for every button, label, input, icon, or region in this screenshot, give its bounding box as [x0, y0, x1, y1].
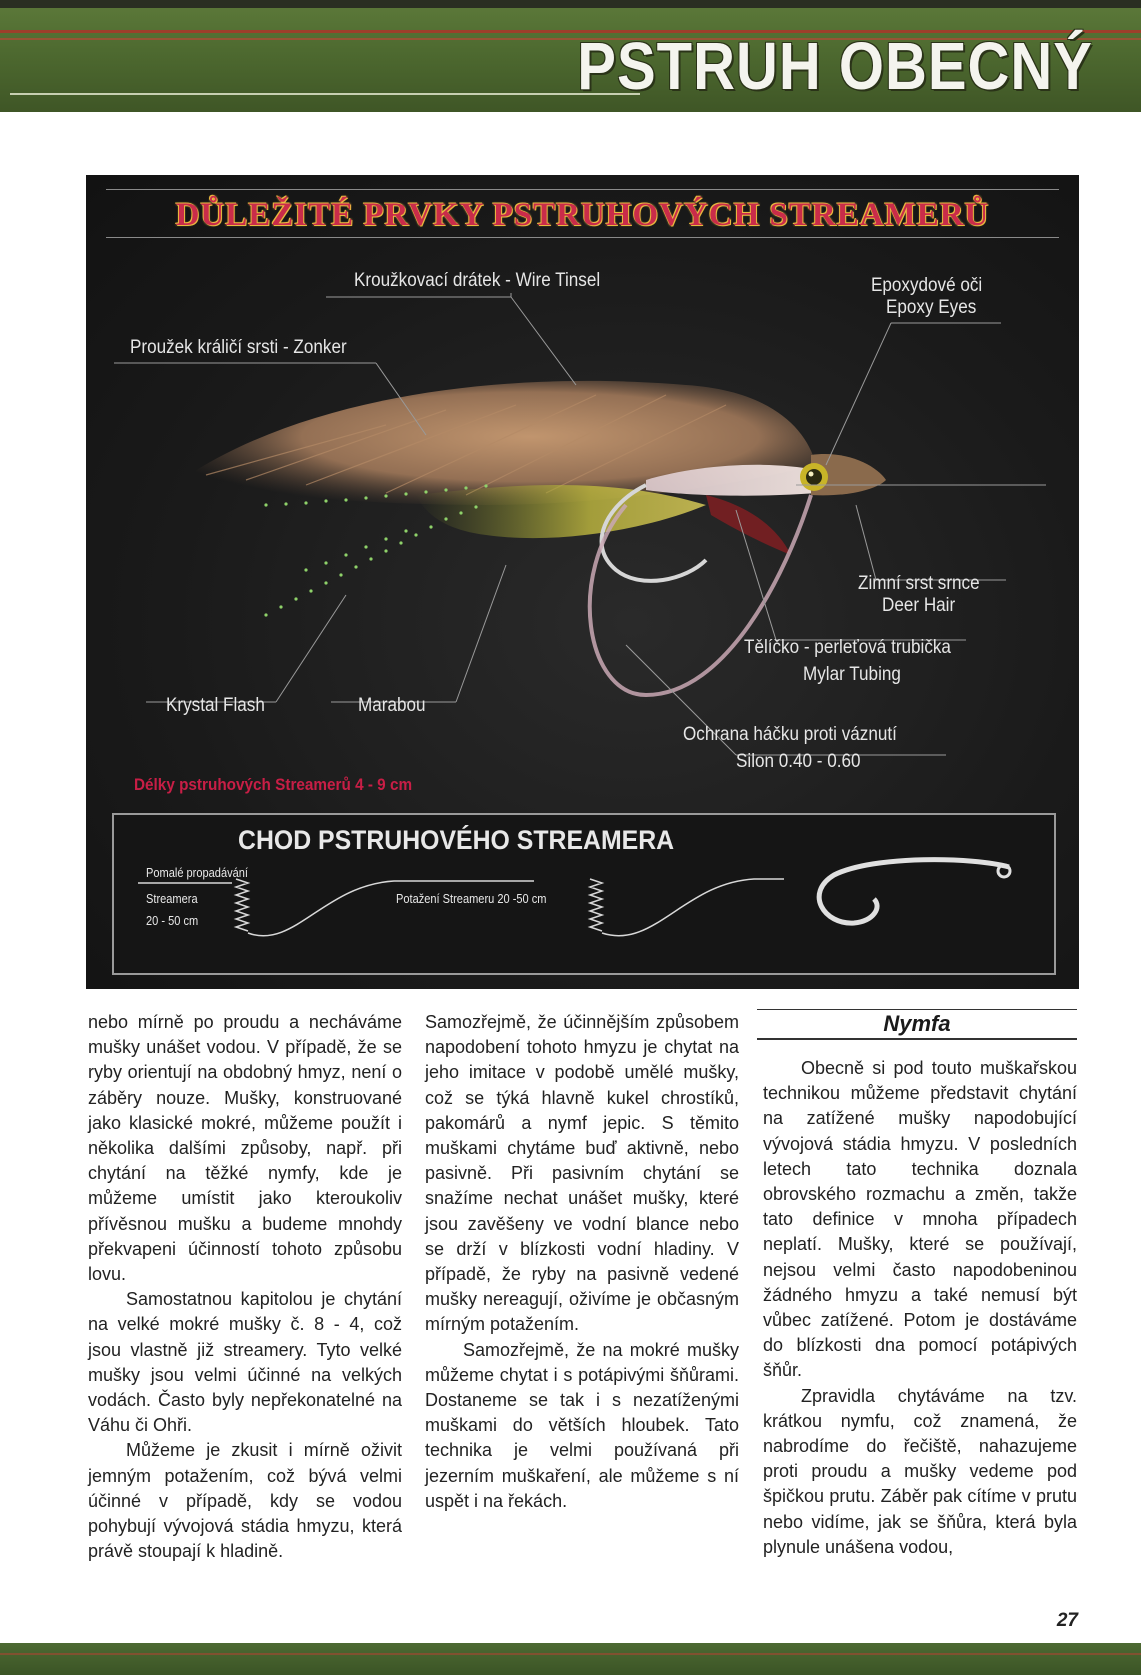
label-weed-guard-cz: Ochrana háčku proti váznutí [683, 724, 897, 745]
label-zonker: Proužek králičí srsti - Zonker [130, 337, 347, 358]
section-heading: Nymfa [883, 1011, 951, 1036]
label-epoxy-eyes-en: Epoxy Eyes [886, 297, 977, 318]
slow-sink-label-2: Streamera [146, 891, 198, 906]
label-wire-tinsel: Kroužkovací drátek - Wire Tinsel [354, 270, 601, 291]
paragraph: Zpravidla chytáváme na tzv. krátkou nymfu, což znamená, že nabrodíme do řečiště, nahazujeme proti proudu a mušky vedeme pod špičkou prutu. Záběr pak cítíme v prutu nebo vidíme, jak se šňůra, která byla plynule unášena vodou, [763, 1385, 1077, 1557]
paragraph: Samostatnou kapitolou je chytání na velké mokré mušky č. 8 - 4, což jsou vlastně již streamery. Tyto velké mušky jsou velmi účinné na velkých vodách. Často byly nepřekonatelné na Váhu či Ohři. [88, 1289, 402, 1436]
text-column-1 [88, 1010, 402, 1564]
label-deer-hair-en: Deer Hair [882, 595, 956, 616]
paragraph: Můžeme je zkusit i mírně oživit jemným potažením, což bývá velmi účinné v případě, kdy se vodou pohybují vývojová stádia hmyzu, která právě stoupají k hladině. [88, 1440, 402, 1562]
retrieve-path-diagram [114, 815, 1054, 973]
slow-sink-label-1: Pomalé propadávání [146, 865, 248, 880]
length-note: Délky pstruhových Streamerů 4 - 9 cm [134, 775, 413, 794]
label-deer-hair-cz: Zimní srst srnce [858, 573, 980, 594]
paragraph: nebo mírně po proudu a necháváme mušky unášet vodou. V případě, že se ryby orientují na obdobný hmyz, není o záběry nouze. Mušky, konstruované jako klasické mokré, můžeme použít i několika dalšími způsoby, např. při chytání na těžké nymfy, kde je můžeme umístit jako kteroukoliv přívěsnou mušku a budeme mnohdy překvapeni účinností tohoto způsobu lovu. [88, 1012, 402, 1285]
streamer-figure-panel [86, 175, 1079, 989]
paragraph: Samozřejmě, že účinnějším způsobem napodobení tohoto hmyzu je chytat na jeho imitace v podobě umělé mušky, což se týká hlavně kukel chrostíků, pakomárů a nymf jepic. S těmito muškami chytáme buď aktivně, nebo pasivně. Při pasivním chytání se snažíme nechat unášet mušky, které jsou zavěšeny ve vodní blance nebo se drží v blízkosti vodní hladiny. V případě, že ryby na pasivně vedené mušky nereagují, oživíme je občasným mírným potažením. [425, 1012, 739, 1335]
section-heading-box [757, 1009, 1077, 1040]
text-column-2 [425, 1010, 739, 1514]
streamer-retrieve-box [112, 813, 1056, 975]
pull-label: Potažení Streameru 20 -50 cm [396, 891, 547, 906]
footer-red-stripe [0, 1653, 1141, 1655]
header-light-rule [10, 93, 640, 95]
label-krystal-flash: Krystal Flash [166, 695, 265, 716]
slow-sink-label-3: 20 - 50 cm [146, 913, 199, 928]
label-weed-guard-en: Silon 0.40 - 0.60 [736, 751, 861, 772]
header-band [0, 0, 1141, 112]
page-number: 27 [1056, 1610, 1078, 1631]
paragraph: Samozřejmě, že na mokré mušky můžeme chytat i s potápivými šňůrami. Dostaneme se tak i s nezatíženými muškami do větších hloubek. Tato technika je velmi používaná při jezerním muškaření, ale můžeme s ní uspět i na řekách. [425, 1339, 739, 1511]
figure-title: DŮLEŽITÉ PRVKY PSTRUHOVÝCH STREAMERŮ [175, 197, 990, 233]
label-mylar-en: Mylar Tubing [803, 664, 901, 685]
paragraph: Obecně si pod touto muškařskou technikou můžeme představit chytání na zatížené mušky napodobující vývojová stádia hmyzu. V posledních letech tato technika doznala obrovského rozmachu a změn, takže tato definice v mnoha případech neplatí. Mušky, které se používají, nejsou velmi často napodobeninou žádného hmyzu a také nemusí být vůbec zatížené. Potom je dostáváme do blízkosti dna pomocí potápivých šňůr. [763, 1058, 1077, 1381]
hook-icon [819, 860, 1009, 923]
label-marabou: Marabou [358, 695, 426, 716]
retrieve-title: CHOD PSTRUHOVÉHO STREAMERA [238, 825, 675, 855]
footer-band [0, 1643, 1141, 1675]
label-epoxy-eyes-cz: Epoxydové oči [871, 275, 983, 296]
page-title: PSTRUH OBECNÝ [577, 29, 1093, 104]
red-throat-shape [706, 495, 791, 555]
column-3-text [763, 1056, 1077, 1560]
header-top-stripe [0, 0, 1141, 8]
marabou-shape [416, 485, 706, 538]
label-mylar-cz: Tělíčko - perleťová trubička [744, 637, 951, 658]
